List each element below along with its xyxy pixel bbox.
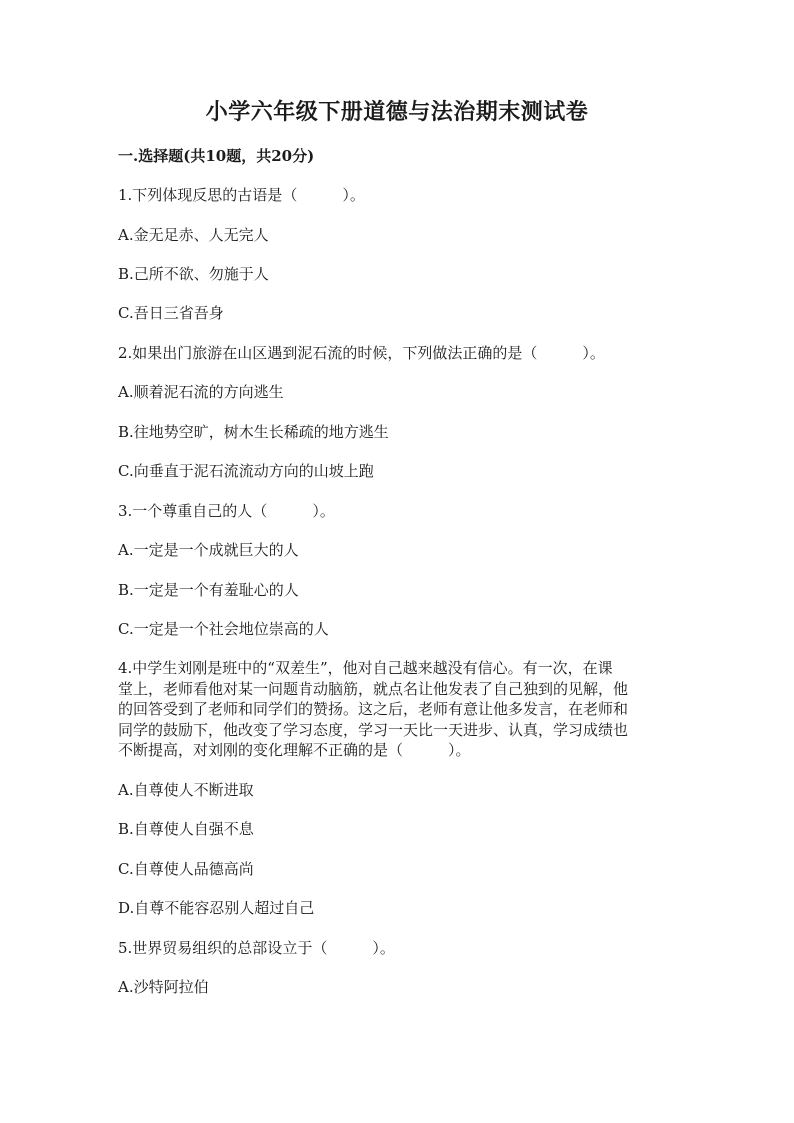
- answer-option: C.一定是一个社会地位崇高的人: [118, 620, 329, 638]
- question-stem-paragraph: [118, 658, 678, 761]
- question-stem: 1.下列体现反思的古语是（ ）。: [118, 186, 365, 204]
- answer-option: B.己所不欲、勿施于人: [118, 265, 269, 283]
- answer-option: B.往地势空旷，树木生长稀疏的地方逃生: [118, 423, 389, 441]
- answer-option: C.吾日三省吾身: [118, 304, 224, 322]
- question-stem-line: 同学的鼓励下，他改变了学习态度，学习一天比一天进步、认真，学习成绩也: [118, 720, 629, 739]
- page-title: 小学六年级下册道德与法治期末测试卷: [205, 99, 589, 125]
- question-stem: 5.世界贸易组织的总部设立于（ ）。: [118, 939, 395, 957]
- answer-option: A.金无足赤、人无完人: [118, 226, 269, 244]
- answer-option: D.自尊不能容忍别人超过自己: [118, 899, 315, 917]
- question-stem-line: 的回答受到了老师和同学们的赞扬。这之后，老师有意让他多发言，在老师和: [118, 700, 629, 718]
- answer-option: A.顺着泥石流的方向逃生: [118, 383, 284, 401]
- answer-option: B.自尊使人自强不息: [118, 820, 254, 838]
- question-stem: 3.一个尊重自己的人（ ）。: [118, 502, 335, 520]
- answer-option: B.一定是一个有羞耻心的人: [118, 581, 299, 599]
- answer-option: C.向垂直于泥石流流动方向的山坡上跑: [118, 462, 374, 480]
- question-stem-line: 堂上，老师看他对某一问题肯动脑筋，就点名让他发表了自己独到的见解，他: [118, 679, 629, 698]
- answer-option: A.沙特阿拉伯: [118, 978, 209, 996]
- answer-option: A.自尊使人不断进取: [118, 781, 254, 799]
- answer-option: C.自尊使人品德高尚: [118, 860, 254, 878]
- section-header: 一.选择题(共10题，共20分): [118, 147, 315, 165]
- question-stem: 2.如果出门旅游在山区遇到泥石流的时候，下列做法正确的是（ ）。: [118, 344, 605, 362]
- question-stem-line: 不断提高，对刘刚的变化理解不正确的是（ ）。: [118, 741, 471, 759]
- question-stem-line: 4.中学生刘刚是班中的“双差生”，他对自己越来越没有信心。有一次，在课: [118, 659, 613, 677]
- answer-option: A.一定是一个成就巨大的人: [118, 541, 299, 559]
